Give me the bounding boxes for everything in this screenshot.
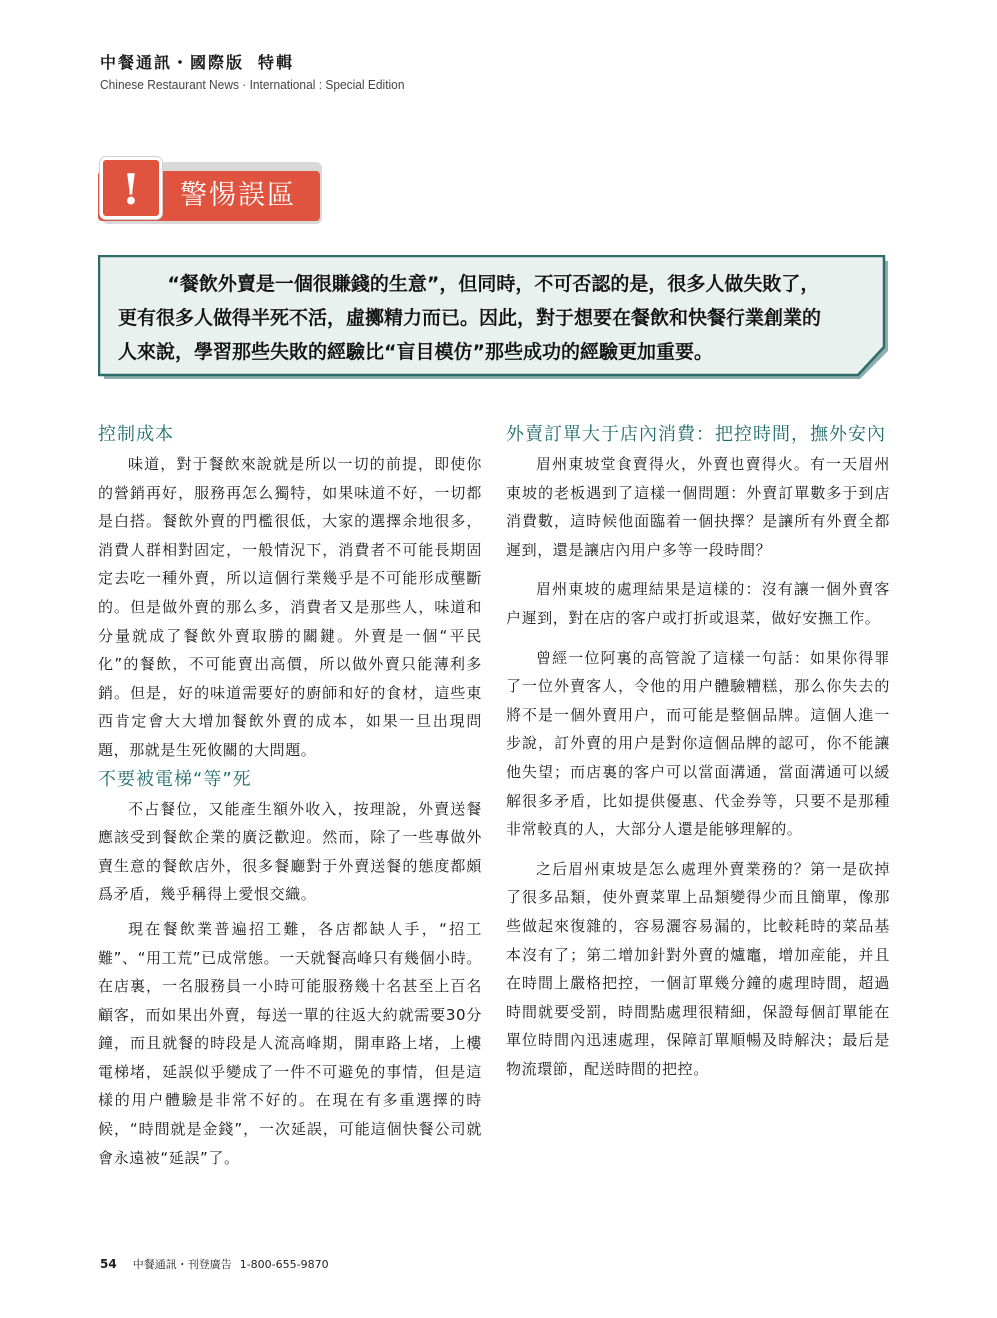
paragraph: 眉州東坡堂食賣得火，外賣也賣得火。有一天眉州東坡的老板遇到了這樣一個問題：外賣訂單數多于到店消費數，這時候他面臨着一個抉擇？是讓所有外賣全都遲到，還是讓店內用户多等一段時間？ [506,455,890,559]
paragraph: 之后眉州東坡是怎么處理外賣業務的？第一是砍掉了很多品類，使外賣菜單上品類變得少而且簡單，像那些做起來復雜的，容易灑容易漏的，比較耗時的菜品基本沒有了；第二增加針對外賣的爐竈，增加産能，并且在時間上嚴格把控，一個訂單幾分鐘的處理時間，超過時間就要受罰，時間點處理很精細，保證每個訂單能在單位時間內迅速處理，保障訂單順暢及時解決；最后是物流環節，配送時間的把控。 [506,859,890,1078]
publication-title-cn: 中餐通訊・國際版 [100,53,245,72]
footer-phone: 1-800-655-9870 [239,1258,329,1271]
callout-line: “餐飲外賣是一個很賺錢的生意”，但同時，不可否認的是，很多人做失敗了， [167,273,820,295]
exclamation-icon [100,157,162,219]
section-heading: 外賣訂單大于店內消費：把控時間，撫外安內 [506,424,886,445]
exclamation-glyph: ! [121,165,141,214]
left-column [98,420,482,1172]
paragraph: 現在餐飲業普遍招工難，各店都缺人手，“招工難”、“用工荒”已成常態。一天就餐高峰只有幾個小時。在店裏，一名服務員一小時可能服務幾十名甚至上百名顧客，而如果出外賣，每送一單的往返大約就需要30分鐘，而且就餐的時段是人流高峰期，開車路上堵，上樓電梯堵，延誤似乎變成了一件不可避免的事情，但是這樣的用户體驗是非常不好的。在現在有多重選擇的時候，“時間就是金錢”，一次延誤，可能這個快餐公司就會永遠被“延誤”了。 [98,919,482,1167]
right-column [506,420,890,1083]
paragraph: 不占餐位，又能產生額外收入，按理說，外賣送餐應該受到餐飲企業的廣泛歡迎。然而，除了一些專做外賣生意的餐飲店外，很多餐廳對于外賣送餐的態度都頗爲矛盾，幾乎稱得上愛恨交織。 [98,799,482,904]
warning-banner [98,157,324,225]
page-number: 54 [100,1257,117,1271]
publication-title-en: Chinese Restaurant News · International : Special Edition [100,77,405,92]
paragraph: 味道，對于餐飲來說就是所以一切的前提，即使你的營銷再好，服務再怎么獨特，如果味道不好，一切都是白搭。餐飲外賣的門檻很低，大家的選擇余地很多，消費人群相對固定，一般情況下，消費者不可能長期固定去吃一種外賣，所以這個行業幾乎是不可能形成壟斷的。但是做外賣的那么多，消費者又是那些人，味道和分量就成了餐飲外賣取勝的關鍵。外賣是一個“平民化”的餐飲，不可能賣出高價，所以做外賣只能薄利多銷。但是，好的味道需要好的廚師和好的食材，這些東西肯定會大大增加餐飲外賣的成本，如果一旦出現問題，那就是生死攸關的大問題。 [98,455,482,759]
callout-line: 人來說，學習那些失敗的經驗比“盲目模仿”那些成功的經驗更加重要。 [118,341,713,363]
section-heading: 不要被電梯“等”死 [98,768,252,790]
callout-text [118,267,874,369]
running-header [100,50,431,92]
paragraph: 眉州東坡的處理結果是這樣的：沒有讓一個外賣客户遲到，對在店的客户或打折或退菜，做好安撫工作。 [506,580,890,627]
publication-title [100,50,431,73]
callout-line: 更有很多人做得半死不活，虛擲精力而已。因此，對于想要在餐飲和快餐行業創業的 [118,307,822,329]
intro-callout [98,255,890,379]
paragraph: 曾經一位阿裏的高管說了這樣一句話：如果你得罪了一位外賣客人，令他的用户體驗糟糕，那么你失去的將不是一個外賣用户，而可能是整個品牌。這個人進一步說，訂外賣的用户是對你這個品牌的認可，你不能讓他失望；而店裏的客户可以當面溝通，當面溝通可以緩解很多矛盾，比如提供優惠、代金券等，只要不是那種非常較真的人，大部分人還是能够理解的。 [506,648,890,839]
footer-publication: 中餐通訊・刊登廣告 [132,1258,232,1271]
special-edition-tag: 特輯 [258,53,295,72]
section-heading: 控制成本 [98,424,174,445]
page-footer [100,1256,329,1272]
warning-title: 警惕誤區 [180,180,296,211]
